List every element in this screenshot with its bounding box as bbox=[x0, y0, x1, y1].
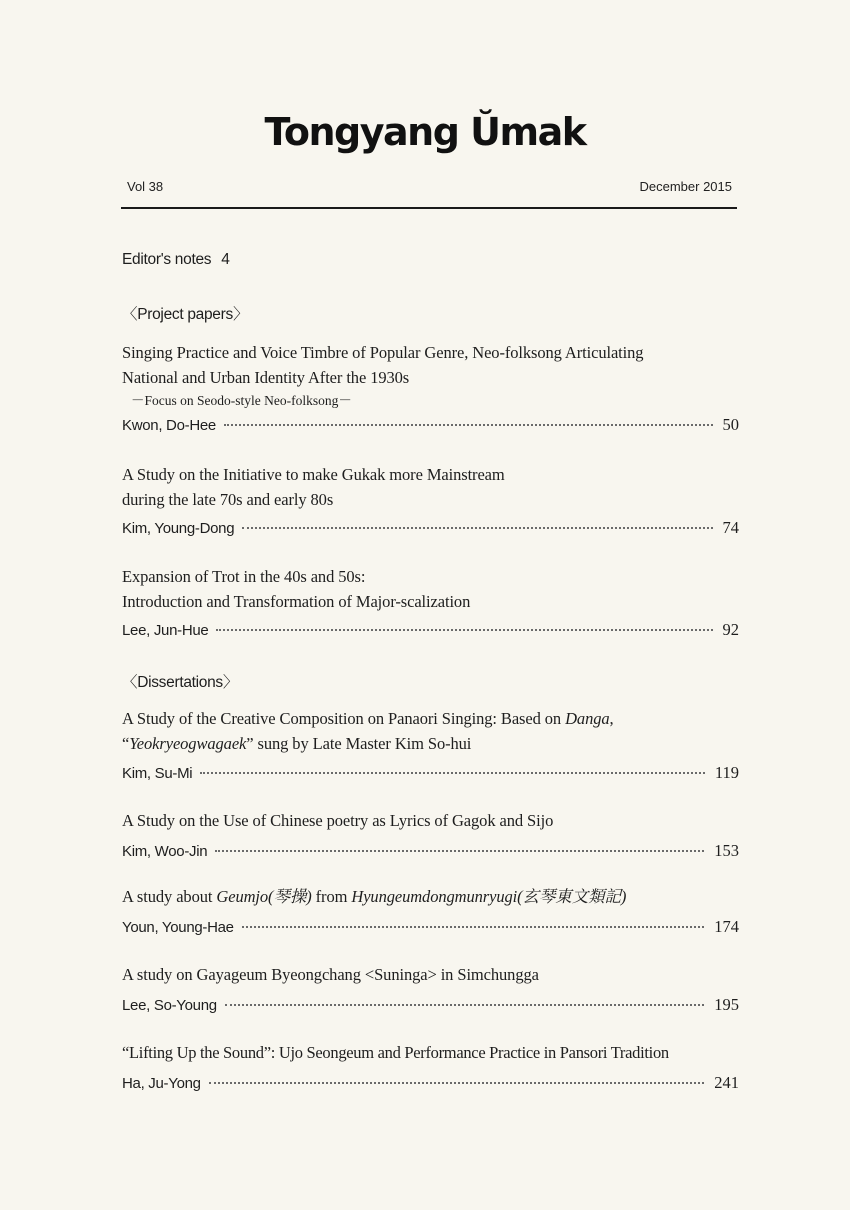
author-name: Kim, Su-Mi bbox=[122, 765, 193, 782]
dot-leader bbox=[209, 1082, 705, 1084]
author-name: Youn, Young-Hae bbox=[122, 919, 234, 936]
article-title-line: A Study on the Use of Chinese poetry as Lyrics of Gagok and Sijo bbox=[122, 811, 554, 830]
page-number: 153 bbox=[714, 841, 739, 860]
title-text: from bbox=[311, 887, 352, 906]
article-subtitle: －Focus on Seodo-style Neo-folksong－ bbox=[131, 393, 352, 408]
toc-entry-line[interactable] bbox=[122, 620, 739, 642]
page-number: 195 bbox=[714, 995, 739, 1014]
dot-leader bbox=[242, 926, 705, 928]
dot-leader bbox=[215, 850, 704, 852]
dot-leader bbox=[200, 772, 705, 774]
article-title[interactable] bbox=[122, 884, 762, 909]
article-title-line bbox=[122, 884, 762, 909]
journal-title: Tongyang Ŭmak bbox=[264, 110, 586, 154]
title-text: A study about bbox=[122, 887, 217, 906]
article-title-line: Introduction and Transformation of Major-scalization bbox=[122, 592, 471, 611]
editors-notes-label: Editor's notes bbox=[122, 251, 212, 268]
article-title-line: Expansion of Trot in the 40s and 50s: bbox=[122, 567, 366, 586]
page-number: 241 bbox=[714, 1073, 739, 1092]
toc-entry-line[interactable] bbox=[122, 518, 739, 540]
article-title-line bbox=[122, 731, 762, 756]
dot-leader bbox=[216, 629, 712, 631]
editors-notes[interactable] bbox=[122, 251, 230, 269]
article-title-line: A Study on the Initiative to make Gukak more Mainstream bbox=[122, 465, 505, 484]
section-heading-project-papers: 〈Project papers〉 bbox=[122, 306, 249, 323]
editors-notes-page: 4 bbox=[221, 251, 230, 268]
issue-date: December 2015 bbox=[639, 179, 732, 194]
header-rule bbox=[121, 207, 737, 209]
page-number: 174 bbox=[714, 917, 739, 936]
title-italic: (琴操) bbox=[268, 887, 312, 906]
dot-leader bbox=[225, 1004, 704, 1006]
article-title-line: “Lifting Up the Sound”: Ujo Seongeum and Performance Practice in Pansori Tradition bbox=[122, 1043, 669, 1062]
title-italic: Yeokryeogwagaek bbox=[129, 734, 247, 753]
article-title[interactable] bbox=[122, 706, 762, 756]
dot-leader bbox=[224, 424, 713, 426]
article-title[interactable] bbox=[122, 808, 762, 833]
title-italic: Geumjo bbox=[216, 887, 269, 906]
dot-leader bbox=[242, 527, 712, 529]
title-italic: (玄琴東文類記) bbox=[517, 887, 627, 906]
article-title[interactable] bbox=[122, 962, 762, 987]
title-text: ” sung by Late Master Kim So-hui bbox=[246, 734, 472, 753]
page-number: 92 bbox=[722, 620, 739, 639]
page-number: 74 bbox=[722, 518, 739, 537]
article-title[interactable] bbox=[122, 462, 762, 512]
title-italic: Hyungeumdongmunryugi bbox=[351, 887, 518, 906]
title-text: A Study of the Creative Composition on Panaori Singing: Based on bbox=[122, 709, 566, 728]
author-name: Kwon, Do-Hee bbox=[122, 417, 216, 434]
toc-entry-line[interactable] bbox=[122, 841, 739, 863]
section-heading-dissertations: 〈Dissertations〉 bbox=[122, 674, 239, 691]
volume-label: Vol 38 bbox=[127, 179, 164, 194]
author-name: Kim, Woo-Jin bbox=[122, 843, 208, 860]
toc-entry-line[interactable] bbox=[122, 1073, 739, 1095]
article-title[interactable] bbox=[122, 564, 762, 614]
title-text: “ bbox=[122, 734, 130, 753]
article-title-line: National and Urban Identity After the 1930s bbox=[122, 368, 410, 387]
article-title-line bbox=[122, 706, 762, 731]
toc-entry-line[interactable] bbox=[122, 763, 739, 785]
article-title-line: A study on Gayageum Byeongchang <Suninga> in Simchungga bbox=[122, 965, 539, 984]
toc-entry-line[interactable] bbox=[122, 917, 739, 939]
article-title-line: Singing Practice and Voice Timbre of Popular Genre, Neo-folksong Articulating bbox=[122, 343, 644, 362]
author-name: Lee, So-Young bbox=[122, 997, 217, 1014]
author-name: Kim, Young-Dong bbox=[122, 520, 235, 537]
toc-entry-line[interactable] bbox=[122, 995, 739, 1017]
author-name: Ha, Ju-Yong bbox=[122, 1075, 201, 1092]
article-title-line: during the late 70s and early 80s bbox=[122, 490, 334, 509]
toc-entry-line[interactable] bbox=[122, 415, 739, 437]
title-text: , bbox=[609, 709, 614, 728]
page-number: 119 bbox=[714, 763, 739, 782]
author-name: Lee, Jun-Hue bbox=[122, 622, 209, 639]
page-number: 50 bbox=[722, 415, 739, 434]
article-title[interactable] bbox=[122, 1040, 762, 1065]
title-italic: Danga bbox=[565, 709, 610, 728]
article-title[interactable] bbox=[122, 340, 762, 390]
